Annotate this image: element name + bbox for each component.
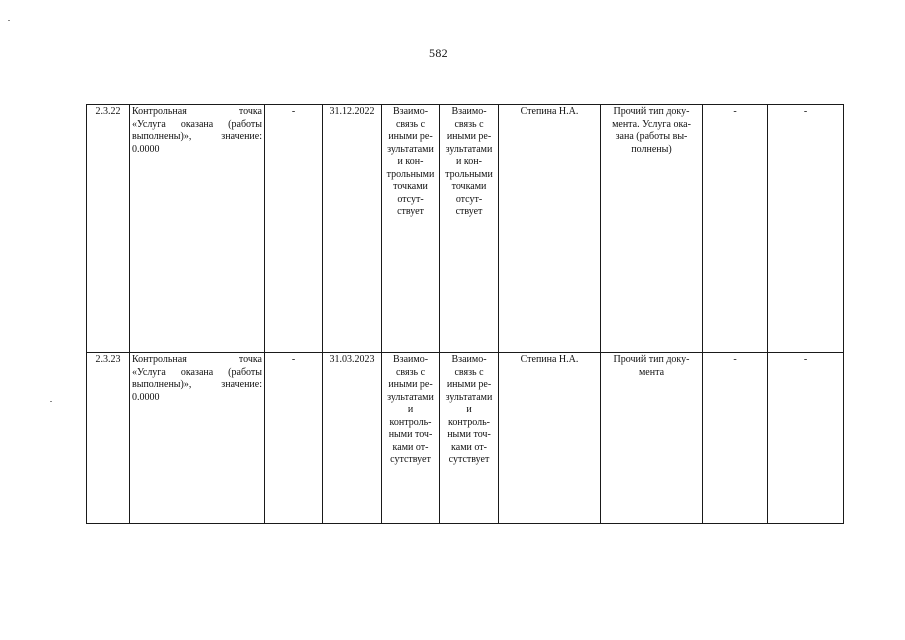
dash-cell <box>768 105 844 353</box>
table-row <box>87 353 844 524</box>
relation-line: иными ре- <box>388 379 433 390</box>
relation-line: зультатами <box>445 143 493 155</box>
relation-line: контроль- <box>389 416 432 428</box>
relation-line: иными ре- <box>446 379 492 390</box>
document-type-line: зана (работы вы- <box>615 131 688 142</box>
control-point-name-line: «Услуга оказана (работы <box>132 118 262 130</box>
relation-line: точками <box>393 181 428 192</box>
document-type-line: мента <box>638 366 665 378</box>
control-point-name-line: 0.0000 <box>132 391 160 403</box>
dash-cell <box>703 353 768 524</box>
responsible-cell <box>499 353 601 524</box>
dash-value: - <box>803 106 808 117</box>
date-cell <box>323 353 382 524</box>
relation-line: Взаимо- <box>451 106 487 117</box>
relation-cell-a <box>382 105 440 353</box>
document-type-line: Прочий тип доку- <box>613 354 690 365</box>
control-point-name-line: Контрольная точка <box>132 106 262 117</box>
control-point-name-cell <box>130 353 265 524</box>
control-point-name-line: «Услуга оказана (работы <box>132 366 262 378</box>
dash-value: - <box>733 354 737 365</box>
responsible-cell <box>499 105 601 353</box>
relation-line: ствует <box>455 206 483 217</box>
document-type-line: полнены) <box>631 143 672 155</box>
relation-line: ными точ- <box>447 429 491 440</box>
scan-artifact <box>8 20 10 21</box>
control-point-name-line: выполнены)», значение: <box>132 131 262 142</box>
relation-line: ками от- <box>451 441 487 453</box>
relation-line: ствует <box>397 206 424 217</box>
relation-line: зультатами <box>387 143 434 155</box>
row-index: 2.3.23 <box>95 354 121 365</box>
relation-line: Взаимо- <box>392 354 429 365</box>
responsible-person: Степина Н.А. <box>520 106 579 117</box>
relation-cell-a <box>382 353 440 524</box>
relation-line: точками <box>451 181 487 192</box>
relation-line: и кон- <box>397 156 424 167</box>
relation-line: ками от- <box>392 441 429 453</box>
relation-line: связь с <box>454 118 484 130</box>
dash-value: - <box>291 354 296 365</box>
relation-line: Взаимо- <box>392 106 429 117</box>
relation-line: связь с <box>454 366 484 378</box>
relation-line: сутствует <box>448 454 490 465</box>
relation-line: зультатами <box>387 391 434 403</box>
relation-line: трольными <box>445 168 493 180</box>
control-point-name-cell <box>130 105 265 353</box>
control-point-name-line: выполнены)», значение: <box>132 379 262 390</box>
relation-line: сутствует <box>390 454 431 465</box>
relation-cell-b <box>440 353 499 524</box>
relation-line: отсут- <box>455 193 483 205</box>
document-type-line: мента. Услуга ока- <box>612 118 691 130</box>
relation-line: иными ре- <box>446 131 492 142</box>
relation-cell-b <box>440 105 499 353</box>
dash-value: - <box>291 106 296 117</box>
relation-line: иными ре- <box>388 131 433 142</box>
dash-value: - <box>733 106 737 117</box>
dash-cell <box>265 353 323 524</box>
row-index-cell <box>87 105 130 353</box>
dash-cell <box>703 105 768 353</box>
relation-line: и <box>407 404 414 415</box>
relation-line: Взаимо- <box>451 354 487 365</box>
row-index-cell <box>87 353 130 524</box>
dash-value: - <box>803 354 808 365</box>
row-index: 2.3.22 <box>95 106 121 117</box>
document-type-line: Прочий тип доку- <box>613 106 690 117</box>
date-cell <box>323 105 382 353</box>
date-value: 31.12.2022 <box>329 106 375 117</box>
control-point-name-line: 0.0000 <box>132 143 160 155</box>
relation-line: зультатами <box>445 391 493 403</box>
control-point-name-line: Контрольная точка <box>132 354 262 365</box>
page-number: 582 <box>429 46 448 60</box>
table-row <box>87 105 844 353</box>
document-type-cell <box>601 105 703 353</box>
relation-line: трольными <box>386 168 435 180</box>
dash-cell <box>265 105 323 353</box>
relation-line: контроль- <box>448 416 490 428</box>
responsible-person: Степина Н.А. <box>520 354 579 365</box>
document-type-cell <box>601 353 703 524</box>
relation-line: отсут- <box>397 193 424 205</box>
date-value: 31.03.2023 <box>329 354 375 365</box>
relation-line: и <box>466 404 472 415</box>
dash-cell <box>768 353 844 524</box>
control-points-table <box>86 104 844 524</box>
scan-artifact <box>50 401 52 402</box>
relation-line: связь с <box>395 366 426 378</box>
relation-line: ными точ- <box>388 429 433 440</box>
relation-line: связь с <box>395 118 426 130</box>
relation-line: и кон- <box>456 156 482 167</box>
